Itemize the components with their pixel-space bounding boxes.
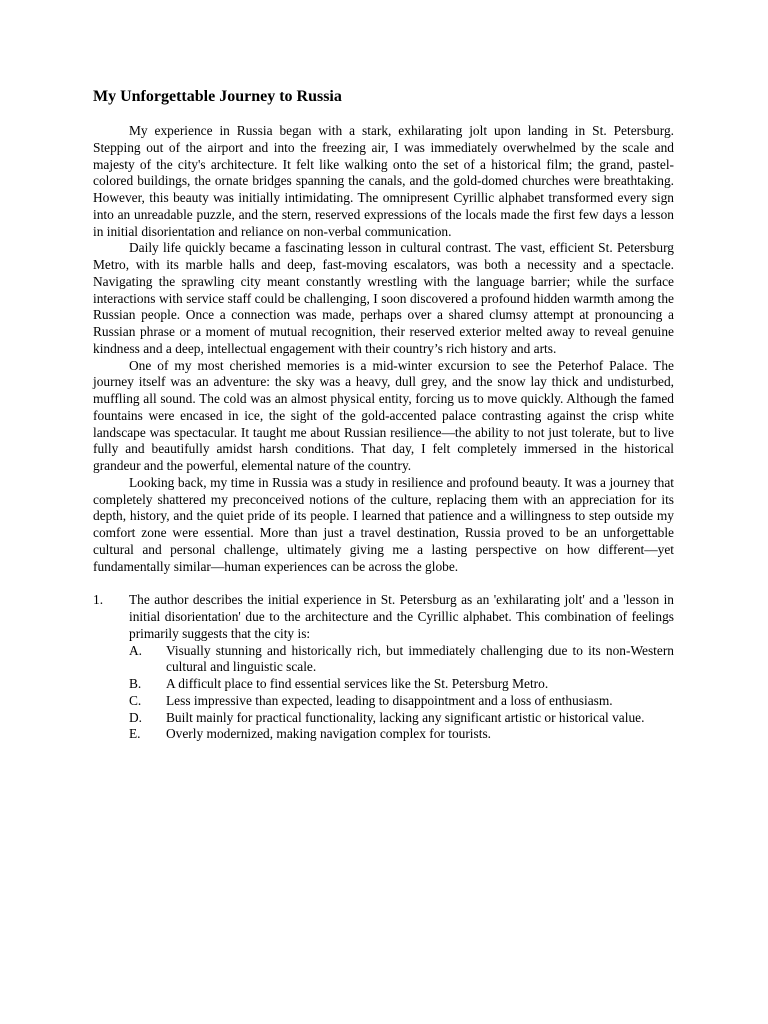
option-b <box>129 676 674 693</box>
option-letter: C. <box>129 692 142 708</box>
option-letter: E. <box>129 726 141 742</box>
option-text: A difficult place to find essential services like the St. Petersburg Metro. <box>166 676 549 691</box>
option-c <box>129 693 674 710</box>
option-letter: A. <box>129 642 143 658</box>
option-letter: B. <box>129 676 142 691</box>
paragraph-4: Looking back, my time in Russia was a study in resilience and profound beauty. It was a journey that completely shattered my preconceived notions of the culture, replacing them with an appreciation for its depth, history, and the quiet pride of its people. I learned that patience and a willingness to step outside my comfort zone were essential. More than just a travel destination, Russia proved to be an unforgettable cultural and personal challenge, ultimately giving me a lasting perspective on how different—yet fundamentally similar—human experiences can be across the globe. <box>93 474 674 574</box>
option-text: Less impressive than expected, leading to disappointment and a loss of enthusiasm. <box>166 692 613 708</box>
option-a <box>129 643 674 677</box>
question-number: 1. <box>93 592 104 608</box>
option-text: Built mainly for practical functionality, lacking any significant artistic or historical value. <box>166 709 645 725</box>
question-stem <box>93 592 674 642</box>
option-text: Visually stunning and historically rich, but immediately challenging due to its non-Western cultural and linguistic scale. <box>166 642 674 675</box>
paragraph-2: Daily life quickly became a fascinating lesson in cultural contrast. The vast, efficient St. Petersburg Metro, with its marble halls and deep, fast-moving escalators, was both a necessity and a spectacle. Navigating the sprawling city meant constantly wrestling with the language barrier; while the surface interactions with service staff could be challenging, I soon discovered a profound hidden warmth among the Russian people. Once a connection was made, perhaps over a shared clumsy attempt at pronouncing a Russian phrase or a moment of mutual recognition, their reserved exterior melted away to reveal genuine kindness and a deep, intellectual engagement with their country’s rich history and arts. <box>93 240 674 356</box>
option-text: Overly modernized, making navigation complex for tourists. <box>166 726 492 742</box>
answer-options <box>93 643 674 744</box>
option-e <box>129 726 674 743</box>
paragraph-1: My experience in Russia began with a stark, exhilarating jolt upon landing in St. Petersburg. Stepping out of the airport and into the freezing air, I was immediately overwhelmed by the scale and majesty of the city's architecture. It felt like walking onto the set of a historical film; the grand, pastel-colored buildings, the ornate bridges spanning the canals, and the gold-domed churches were breathtaking. However, this beauty was initially intimidating. The omnipresent Cyrillic alphabet transformed every sign into an unreadable puzzle, and the stern, reserved expressions of the locals made the first few days a lesson in initial disorientation and reliance on non-verbal communication. <box>93 123 674 239</box>
question-text: The author describes the initial experience in St. Petersburg as an 'exhilarating jolt' and a 'lesson in initial disorientation' due to the architecture and the Cyrillic alphabet. This combination of feelings primarily suggests that the city is: <box>129 592 674 641</box>
option-d <box>129 710 674 727</box>
document-title: My Unforgettable Journey to Russia <box>93 88 342 105</box>
paragraph-3: One of my most cherished memories is a mid-winter excursion to see the Peterhof Palace. The journey itself was an adventure: the sky was a heavy, dull grey, and the snow lay thick and undisturbed, muffling all sound. The cold was an almost physical entity, forcing us to move quickly. Although the famed fountains were encased in ice, the sight of the gold-accented palace contrasting against the crisp white landscape was spectacular. It taught me about Russian resilience—the ability to not just tolerate, but to live fully and beautifully amidst harsh conditions. That day, I felt completely immersed in the historical grandeur and the powerful, elemental nature of the country. <box>93 357 674 473</box>
option-letter: D. <box>129 709 143 725</box>
document-page <box>93 86 674 743</box>
question-1 <box>93 592 674 743</box>
